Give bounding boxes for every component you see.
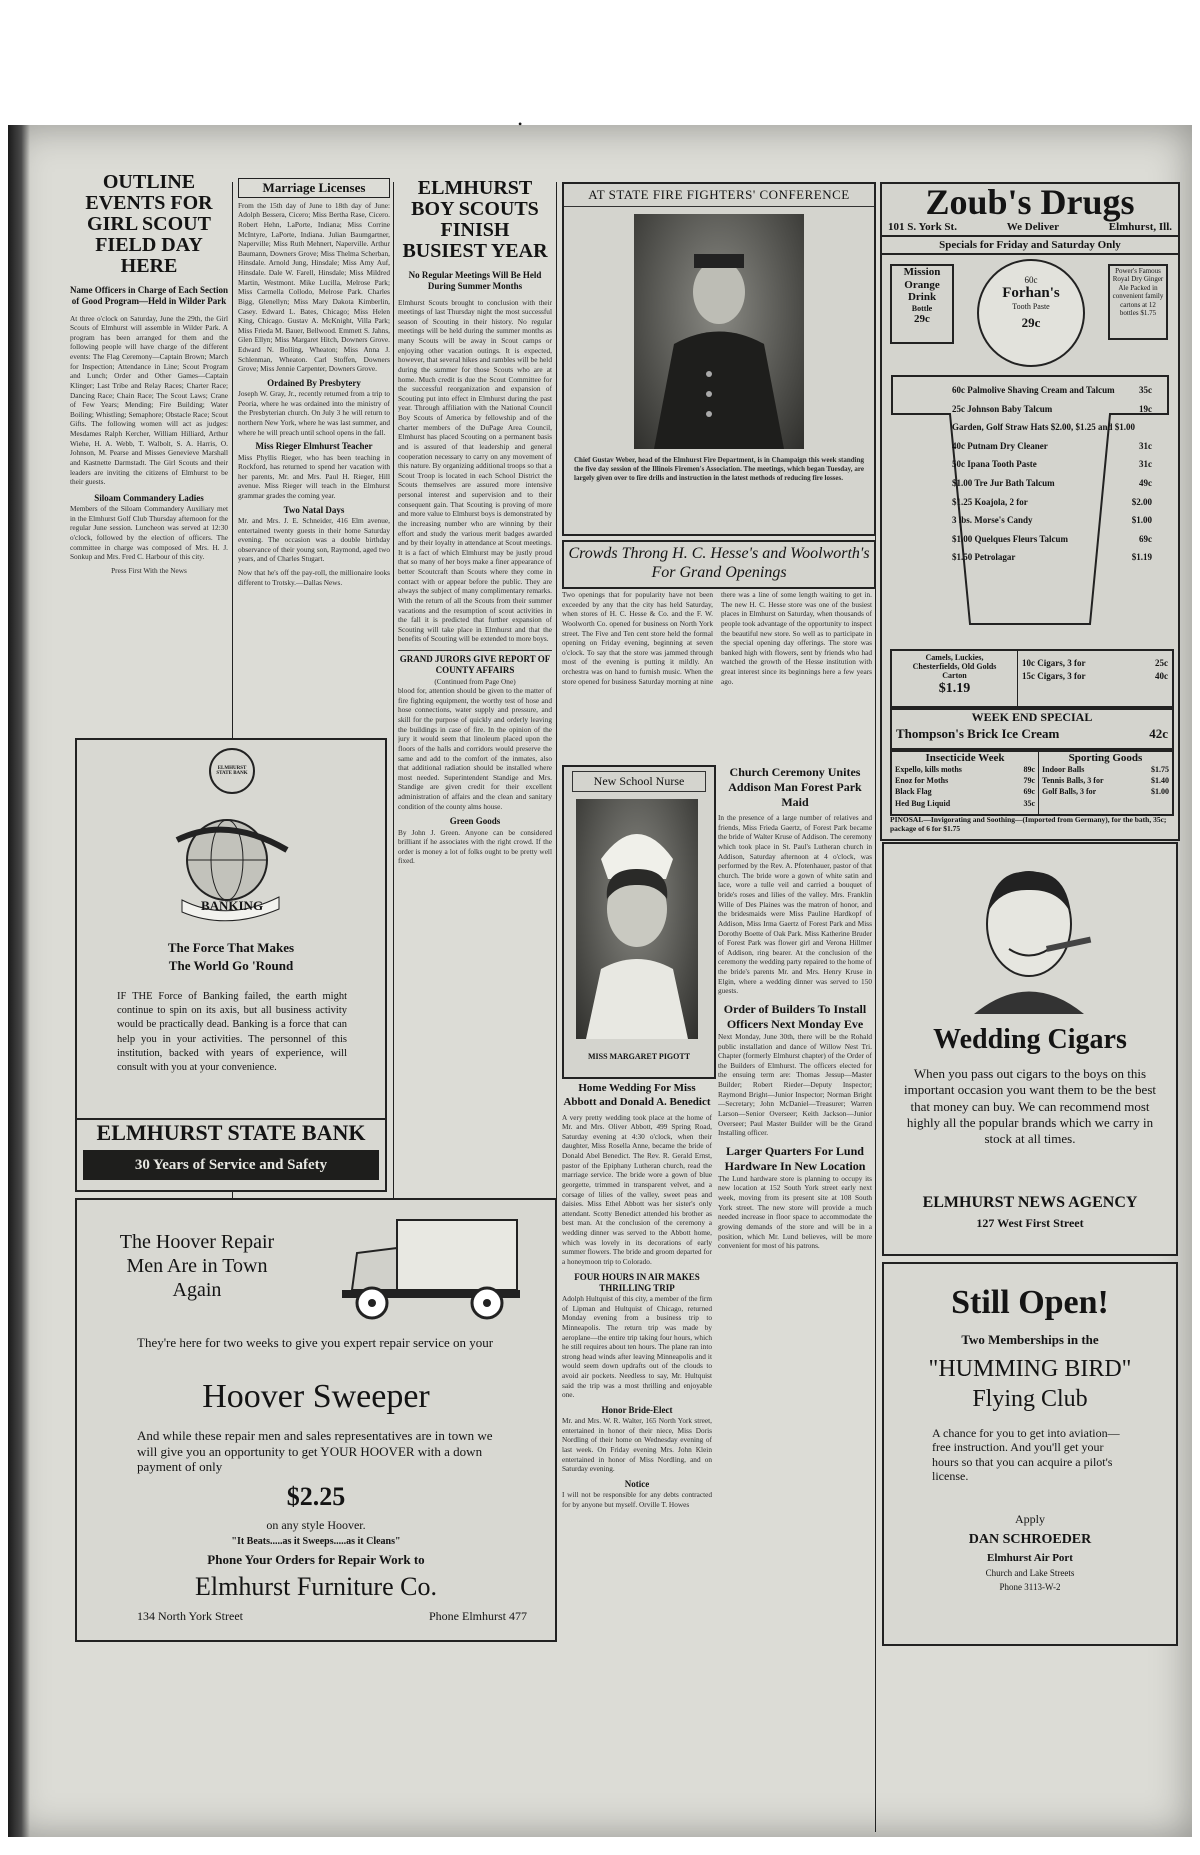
product-price: 79c bbox=[1023, 776, 1035, 786]
weekend-special-box bbox=[890, 708, 1174, 750]
nurse-photo bbox=[576, 799, 698, 1039]
article-body: Miss Phyllis Rieger, who has been teaching in Rockford, has returned to spend her vacation with her parents, Mr. and Mrs. Paul H. Rieger, Hill avenue. Miss Rieger will teach in the Elmhurst grammar grades the coming year. bbox=[238, 452, 390, 501]
price-row bbox=[1042, 775, 1169, 786]
article-body: In the presence of a large number of relatives and friends, Miss Frieda Gaertz, of Forest Park became the bride of Walter Kruse of Addison. The ceremony which took place in St. Paul's Lutheran church in Addison, Saturday afternoon at 4 o'clock, was performed by the Rev. A. Pfotenhauer, pastor of that church. The bride wore a gown of white satin and lace, wore a tulle veil and carried a bouquet of bride's roses and lilies of the valley. Mrs. Franklin Wille of Des Plaines was the matron of honor, and the bridesmaids were Miss Pauline Hardkopf of Addison, Miss Irma Gaertz of Forest Park and Miss Dorothy Boette of Oak Park. Miss Katherine Bruder of Forest Park was flower girl and Verona Hillmer of Addison, ring bearer. At the conclusion of the ceremony the wedding party repaired to the home of the bride's parents Mr. and Mrs. Henry Kruse in Elgin, where a wedding dinner was served to 150 guests. bbox=[718, 813, 872, 996]
fire-chief-photo bbox=[634, 214, 804, 449]
article-headline: FOUR HOURS IN AIR MAKES THRILLING TRIP bbox=[574, 1271, 700, 1293]
article-headline: OUTLINE EVENTS FOR GIRL SCOUT FIELD DAY HERE bbox=[85, 172, 213, 277]
price-row bbox=[952, 514, 1152, 527]
product-name: $1.00 Tre Jur Bath Talcum bbox=[952, 477, 1055, 488]
product-name: 10c Cigars, 3 for bbox=[1022, 658, 1086, 668]
product-unit: Bottle bbox=[911, 303, 933, 313]
product-price: 40c bbox=[1155, 670, 1168, 681]
ad-place: Elmhurst Air Port bbox=[987, 1552, 1073, 1564]
article-body: I will not be responsible for any debts contracted for by anyone but myself. Orville T. Howes bbox=[562, 1490, 712, 1509]
price-row bbox=[952, 403, 1152, 416]
product-name: 60c Palmolive Shaving Cream and Talcum bbox=[952, 385, 1115, 395]
photo-caption: MISS MARGARET PIGOTT bbox=[587, 1052, 691, 1061]
price-row bbox=[952, 533, 1152, 546]
ad-address: 127 West First Street bbox=[976, 1216, 1084, 1230]
product-price: 69c bbox=[1023, 787, 1035, 797]
product-name: 3 lbs. Morse's Candy bbox=[952, 515, 1033, 526]
article-body: By John J. Green. Anyone can be considered brilliant if he associates with the right crowd. If the order is money a lot of folks ought to be pretty well fixed. bbox=[398, 827, 552, 866]
product-price: 42c bbox=[1149, 726, 1168, 741]
product-price: 29c bbox=[914, 313, 930, 326]
bank-seal-icon bbox=[209, 748, 255, 794]
product-name: 15c Cigars, 3 for bbox=[1022, 670, 1086, 681]
portrait-icon bbox=[576, 799, 698, 1039]
ad-title: Zoub's Drugs bbox=[925, 182, 1135, 222]
product-price: $1.40 bbox=[1151, 776, 1169, 786]
article-subhead: No Regular Meetings Will Be Held During Summer Months bbox=[408, 270, 542, 292]
price-row bbox=[952, 421, 1152, 434]
ad-address: 101 S. York St. bbox=[888, 221, 957, 233]
product-name: Orange bbox=[904, 278, 940, 291]
article-body: Adolph Hultquist of this city, a member of the firm of Lipman and Hultquist of Chicago, returned Monday evening from a business trip to Minneapolis. The return trip was made by aeroplane—the entire trip taking four hours, which he still requires about ten hours. The plane ran into strong head winds after leaving Minneapolis and it would seem down updrafts out of the clouds to avoid air pockets. Needless to say, Mr. Hultquist said the trip was a most thrilling and enjoyable one. bbox=[562, 1294, 712, 1400]
ad-address: Church and Lake Streets bbox=[985, 1568, 1075, 1578]
article-body: At three o'clock on Saturday, June the 29th, the Girl Scouts of Elmhurst will assemble in Wilder Park. A program has been arranged for them and the following people will have charge of the different events: The Flag Ceremony—Captain Brown; March for Inspection; Attendance in Line; Scout Program and Lunch; Order and Other Games—Captain Klinger; Last Tribe and Relay Races; Charter Race; Dancing Race; Chain Race; The Scout Laws; Crane of Few Years; Mending; Fire Building; Water Boiling; Whistling; Semaphore; Obstacle Race; Scout Gifts. The following women will act as judges: Mesdames Ralph Kercher, William Hilliard, Arthur Wiehe, H. A. Webb, T. Walbolt, S. A. Harris, O. Johnson, M. Pearse and Misses Genevieve Marshall and Kastnette Darmstadt. The Girl Scouts and their leaders are inviting the citizens of Elmhurst to be their guests. bbox=[70, 313, 228, 487]
ad-headline: Men Are in Town bbox=[126, 1255, 268, 1277]
ginger-ale-box: Power's Famous Royal Dry Ginger Ale Packed in convenient family cartons at 12 bottles $1.75 bbox=[1108, 264, 1168, 340]
mission-orange-box bbox=[890, 264, 954, 344]
product-price: $1.19 bbox=[938, 680, 971, 696]
ad-phone: Phone Elmhurst 477 bbox=[429, 1609, 527, 1623]
ad-club-name: "HUMMING BIRD" bbox=[928, 1356, 1132, 1382]
product-price: 29c bbox=[1021, 315, 1041, 330]
product-price: 25c bbox=[1155, 658, 1168, 668]
product-price: $1.75 bbox=[1151, 765, 1169, 774]
article-body: A very pretty wedding took place at the home of Mr. and Mrs. Oliver Abbott, 499 Spring Road, Saturday evening at 4:30 o'clock, when their daughter, Miss Rosella Anne, became the bride of Donald Abel Benedict. The Rev. R. Gerald Ernst, pastor of the Epiphany Lutheran church, read the marriage service. The bride wore a gown of blue georgette, trimmed in transparent velvet, and a corsage of lilies of the valley, sweet peas and daisies. Miss Ethel Abbott was her sister's only attendant. Scotty Benedict attended his brother as best man. At the conclusion of the ceremony a wedding dinner was served to the Abbott home, which was lovely in its decorations of early summer flowers. The bride and groom departed for a honeymoon trip to Colorado. bbox=[562, 1112, 712, 1266]
product-price: 69c bbox=[1139, 533, 1152, 544]
article-body: Members of the Siloam Commandery Auxiliary met in the Elmhurst Golf Club Thursday afternoon for the regular June session. Luncheon was served at 12:30 o'clock, followed by the election of officers. The committee in charge was composed of Mrs. H. J. Sonkup and Mrs. Fred C. Harbour of this city. bbox=[70, 504, 228, 562]
product-unit: Carton bbox=[942, 671, 967, 681]
forhans-circle bbox=[977, 259, 1085, 367]
nurse-box bbox=[562, 765, 716, 1079]
hoover-ad bbox=[75, 1198, 557, 1642]
ad-company: ELMHURST NEWS AGENCY bbox=[922, 1194, 1138, 1211]
article-headline: Ordained By Presbytery bbox=[267, 377, 361, 388]
price-row bbox=[1022, 657, 1168, 670]
price-row bbox=[1042, 786, 1169, 797]
article-body: Mr. and Mrs. W. R. Walter, 165 North York street, entertained in honor of their niece, Miss Doris Nordling of their home on Wednesday evening of last week. On Friday evening Mrs. John Klein entertained in honor of Miss Nordling, and on Saturday evening. bbox=[562, 1416, 712, 1474]
ad-headline: The Hoover Repair bbox=[119, 1231, 275, 1253]
price-row bbox=[952, 551, 1152, 564]
bank-name: ELMHURST STATE BANK bbox=[77, 1118, 385, 1146]
ad-headline: Wedding Cigars bbox=[933, 1024, 1127, 1055]
insecticide-sporting-box bbox=[890, 750, 1174, 816]
product-name: Chesterfields, Old Golds bbox=[912, 662, 997, 672]
seal-text: ELMHURST STATE BANK bbox=[216, 766, 248, 776]
product-price: 19c bbox=[1139, 403, 1152, 414]
article-headline: Siloam Commandery Ladies bbox=[94, 492, 204, 503]
article-headline: ELMHURST BOY SCOUTS FINISH BUSIEST YEAR bbox=[402, 178, 548, 262]
ad-specials-banner: Specials for Friday and Saturday Only bbox=[882, 237, 1178, 255]
ad-price-note: on any style Hoover. bbox=[266, 1518, 366, 1532]
ad-apply: Apply bbox=[1015, 1512, 1045, 1526]
price-list bbox=[952, 384, 1152, 570]
ad-city: Elmhurst, Ill. bbox=[1108, 221, 1172, 233]
product-name: Camels, Luckies, bbox=[925, 653, 984, 662]
ad-phone: Phone 3113-W-2 bbox=[999, 1582, 1061, 1592]
article-headline: Green Goods bbox=[449, 816, 501, 827]
product-name: $1.50 Petrolagar bbox=[952, 552, 1016, 563]
wedding-article bbox=[562, 1082, 712, 1642]
product-name: Indoor Balls bbox=[1042, 765, 1085, 774]
product-name: Enoz for Moths bbox=[895, 776, 949, 786]
product-name: $1.25 Koajola, 2 for bbox=[952, 496, 1028, 507]
ad-price: $2.25 bbox=[286, 1482, 346, 1511]
article-body: Two openings that for popularity have not been exceeded by any that the city has held Saturday, when stores of H. C. Hesse & Co. and the F. W. Woolworth Co. opened for business on North York street. The Five and Ten cent store held the formal opening on Friday evening, beginning at seven o'clock. To say that the store was jammed through most of the evening is putting it mildly. An orchestra was on hand to furnish music. When the store opened for business Saturday morning at nine there was a line of some length waiting to get in. The new H. C. Hesse store was one of the busiest places in Elmhurst on Saturday, when thousands of people took advantage of the opportunity to inspect the beautiful new store. So well as to participate in the special opening day offerings. The store was banked high with flowers, sent by friends who had watched the growth of the Hesse institution with great interest since its beginnings here a few years ago. bbox=[562, 590, 872, 686]
product-name: Drink bbox=[907, 291, 937, 304]
product-name: Mission bbox=[903, 266, 941, 278]
price-row bbox=[895, 798, 1035, 809]
ad-body: A chance for you to get into aviation—free instruction. And you'll get your hours so that you can acquire a pilot's license. bbox=[932, 1426, 1120, 1484]
boy-scouts-article bbox=[398, 178, 552, 1358]
box-heading: Sporting Goods bbox=[1068, 752, 1143, 764]
crowds-article bbox=[562, 590, 872, 760]
photo-caption: Chief Gustav Weber, head of the Elmhurst Fire Department, is in Champaign this week standing the five day session of the Illinois Firemen's Association. The meetings, which began Tuesday, are largely given over to fire drills and instruction in the latest methods of reducing fire losses. bbox=[574, 456, 864, 483]
price-row bbox=[952, 496, 1152, 509]
ad-body: And while these repair men and sales representatives are in town we will give you an opportunity to get YOUR HOOVER with a down payment of only bbox=[137, 1428, 493, 1475]
product-price: 35c bbox=[1023, 798, 1035, 808]
pinosal-line: PINOSAL—Invigorating and Soothing—(Imported from Germany), for the bath, 35c; package of 6 for $1.75 bbox=[890, 815, 1167, 833]
ad-club-name: Flying Club bbox=[972, 1386, 1088, 1412]
product-name: Hed Bug Liquid bbox=[895, 798, 951, 808]
page-marker: • bbox=[518, 117, 523, 131]
article-body: From the 15th day of June to 18th day of June: Adolph Bessera, Cicero; Miss Bertha Rase, Cicero. Robert Hehn, LaPorte, Indiana; Miss Corrine McIntyre, LaPorte, Indiana. Julian Baumgartner, Naperville; Miss Ruth Mehnert, Naperville. Arthur Baumann, Downers Grove; Miss Thelma Scherban, Hinsdale. Arnold Jung, Hinsdale; Miss Amy Auf, Hinsdale. Dale W. Farell, Hinsdale; Miss Mildred Martin, Westmont. Mike Lucilla, Melrose Park; Miss Carmella Collodo, Melrose Park. Charles Bigg, Glenellyn; Miss Mary Dakota Kimberlin, Casey. Edward L. Bates, Chicago; Miss Helen King, Chicago. Gustav A. McKnight, Villa Park; Miss Frieda M. Bauer, Bellwood. Emmett S. Jahns, Glen Ellyn; Miss Margaret Hitch, Downers Grove. Edward N. Bolling, Wheaton; Miss Anna J. Schlenman, Wheaton. Carl Stoffen, Downers Grove; Miss Jennie Carpenter, Downers Grove. bbox=[238, 200, 390, 374]
zoubs-drugs-ad bbox=[880, 182, 1180, 841]
delivery-truck-icon bbox=[337, 1208, 527, 1328]
continued-note: (Continued from Page One) bbox=[434, 676, 516, 686]
bank-tagline: The Force That Makes bbox=[167, 940, 295, 955]
article-headline: Home Wedding For Miss Abbott and Donald A. Benedict bbox=[563, 1082, 711, 1108]
bank-years-banner: 30 Years of Service and Safety bbox=[83, 1150, 379, 1180]
product-price: $1.00 bbox=[1151, 787, 1169, 797]
cigarettes-box bbox=[890, 649, 1174, 708]
product-price: $1.00 bbox=[1131, 515, 1152, 526]
girl-scout-article bbox=[70, 172, 228, 727]
fire-conference-box bbox=[562, 182, 876, 536]
marriage-licenses-column bbox=[238, 178, 390, 733]
product-name: Expello, kills moths bbox=[895, 765, 962, 774]
box-heading: Insecticide Week bbox=[925, 752, 1005, 764]
ad-address: 134 North York Street bbox=[137, 1609, 244, 1623]
product-name: $1.00 Quelques Fleurs Talcum bbox=[952, 533, 1069, 544]
product-price: 49c bbox=[1139, 477, 1152, 488]
article-subhead: Name Officers in Charge of Each Section of Good Program—Held in Wilder Park bbox=[70, 285, 228, 307]
product-name: Thompson's Brick Ice Cream bbox=[896, 726, 1060, 741]
column-rule bbox=[556, 182, 557, 1362]
banking-banner: BANKING bbox=[200, 898, 264, 913]
price-row bbox=[1022, 670, 1168, 683]
ad-body: When you pass out cigars to the boys on this important occasion you want them to be the best that money can buy. We can recommend most highly all the popular brands which we carry in stock at all times. bbox=[904, 1066, 1156, 1146]
product-name: 50c Ipana Tooth Paste bbox=[952, 459, 1037, 470]
article-body: Mr. and Mrs. J. E. Schneider, 416 Elm avenue, entertained twenty guests in their home Saturday evening. The occasion was a double birthday observance of their young son, Raymond, aged two years, and of Charles Stugart. bbox=[238, 515, 390, 564]
box-heading: WEEK END SPECIAL bbox=[971, 710, 1093, 724]
price-row bbox=[895, 786, 1035, 797]
ad-company: Elmhurst Furniture Co. bbox=[195, 1572, 437, 1601]
article-headline: Order of Builders To Install Officers Next Monday Eve bbox=[723, 1001, 867, 1031]
box-banner: New School Nurse bbox=[572, 771, 706, 792]
article-body: Joseph W. Gray, Jr., recently returned from a trip to Peoria, where he was ordained into the ministry of the Presbyterian church. On July 3 he will return to northern New York, where he was last summer, and where he will preach until school opens in the fall. bbox=[238, 389, 390, 437]
price-row bbox=[895, 775, 1035, 786]
product-price: $2.00 bbox=[1131, 496, 1152, 507]
article-headline: Marriage Licenses bbox=[238, 178, 390, 198]
price-row bbox=[952, 440, 1152, 453]
article-headline: Church Ceremony Unites Addison Man Forest Park Maid bbox=[728, 765, 862, 809]
smoking-man-icon bbox=[954, 854, 1104, 1014]
ad-headline: Again bbox=[172, 1279, 222, 1301]
article-body: The Lund hardware store is planning to occupy its new location at 152 South York street early next week, moving from its present site at 108 South York street. The new store will provide a much needed increase in floor space to accommodate the growing demands of the store and will be in a position, which Mr. Lund believes, will be more convenient for most of his patrons. bbox=[718, 1173, 872, 1251]
bank-ad bbox=[75, 738, 387, 1192]
product-name: Garden, Golf Straw Hats $2.00, $1.25 and $1.00 bbox=[952, 422, 1136, 433]
article-headline: Notice bbox=[624, 1478, 650, 1489]
article-body: Now that he's off the pay-roll, the millionaire looks different to Trotsky.—Dallas News. bbox=[238, 568, 390, 587]
product-price: 31c bbox=[1139, 459, 1152, 470]
church-column bbox=[718, 765, 872, 1645]
price-row bbox=[952, 458, 1152, 471]
product-name: Forhan's bbox=[1002, 285, 1060, 301]
column-rule bbox=[393, 182, 394, 1362]
product-regular-price: 60c bbox=[1024, 275, 1038, 285]
article-body: blood for, attention should be given to the matter of fire fighting equipment, the worthy test of hose and hose connections, water supply and pressure, and skill for the purpose of quickly and orderly leaving the buildings in case of fire. In the opinion of the jury it would seem that linoleum placed upon the floors of the halls and corridors would preserve the same and add to the comfort of the inmates, also that additional radiation should be installed where most needed. Superintendent Standige and Mrs. Standige are given credit for their excellent administration of affairs and the clean and sanitary condition of the county alms house. bbox=[398, 686, 552, 811]
price-row bbox=[895, 764, 1035, 775]
price-row bbox=[1042, 764, 1169, 775]
ad-delivery: We Deliver bbox=[1006, 221, 1059, 233]
article-body: Next Monday, June 30th, there will be the Rohald public installation and dance of Willow Nest Tri. Chapter (formerly Elmhurst chapter) of the Order of the Builders of Elmhurst. The officers elected for the ensuing term are: Thomas Jessup—Master Builder; Robert Rieder—Deputy Inspector; Raymond Bright—Junior Inspector; Norman Bright—Secretary; John McDaniel—Treasurer; Warren Larson—Senior Overseer; Keith Jackson—Junior Overseer; Paul Master Builder will be the Grand Installing officer. bbox=[718, 1031, 872, 1138]
ad-phone-line: Phone Your Orders for Repair Work to bbox=[207, 1552, 425, 1567]
product-name: Tennis Balls, 3 for bbox=[1042, 776, 1104, 786]
product-name: 40c Putnam Dry Cleaner bbox=[952, 440, 1048, 451]
wedding-cigars-ad bbox=[882, 842, 1178, 1256]
credit-line: Press First With the News bbox=[111, 565, 187, 575]
product-price: 89c bbox=[1023, 765, 1035, 774]
ad-headline: Still Open! bbox=[951, 1284, 1109, 1321]
product-price: $1.19 bbox=[1131, 552, 1152, 563]
ad-subhead: Two Memberships in the bbox=[961, 1332, 1099, 1347]
price-row bbox=[952, 384, 1152, 397]
product-type: Tooth Paste bbox=[1012, 302, 1050, 311]
ad-person: DAN SCHROEDER bbox=[968, 1532, 1092, 1547]
product-name: Golf Balls, 3 for bbox=[1042, 787, 1097, 797]
article-headline: GRAND JURORS GIVE REPORT OF COUNTY AFFAIRS bbox=[398, 650, 552, 677]
flying-club-ad bbox=[882, 1262, 1178, 1646]
article-headline: Two Natal Days bbox=[283, 504, 345, 515]
ad-product: Hoover Sweeper bbox=[202, 1378, 430, 1415]
product-name: Black Flag bbox=[895, 787, 932, 797]
crowds-headline-box bbox=[562, 540, 876, 589]
ad-slogan: "It Beats.....as it Sweeps.....as it Cleans" bbox=[231, 1536, 401, 1547]
box-banner: AT STATE FIRE FIGHTERS' CONFERENCE bbox=[564, 184, 874, 207]
article-body: Elmhurst Scouts brought to conclusion with their meetings of last Thursday night the most successful season of Scouting in their history. No regular meetings will be held during the summer months as many Scouts will be away in Scout camps or enjoying other vacation outings. It is expected, however, that several hikes and rambles will be held during the summer for those Scouts who are at home. Much credit is due the Scout Committee for the successful reorganization and expansion of Scouting put into effect in Elmhurst during the past year. Through affiliation with the National Council Boy Scouts of America by fellowship and of the charter members of the DuPage Area Council, Elmhurst has placed Scouting on a permanent basis and is assured of that leadership and general cooperation necessary to carry on any movement of this nature. By organizing additional troops so that a Scout Troop is located in each School District the Scouts themselves are assured more intensive personal interest and supervision and to their consequent gain. That Scouting is proving of more and more value to Elmhurst boys is demonstrated by the increasing number who are winning by their effort and study the various merit badges awarded and by their loyalty in attendance at Scout meetings. It is a fact of which Elmhurst may be justly proud that so many of her boys make a finer appearance of better Scoutcraft than Scouts where they come in contact with or appear before the public. They are always the subject of many complimentary remarks. With the return of all the Scouts from their summer vacations and the resumption of scout activities in the fall it is predicted that further expansion of Scouting will take place in Elmhurst and that the benefits of Scouting will be extended to more boys. bbox=[398, 297, 552, 644]
article-headline: Crowds Throng H. C. Hesse's and Woolworth's For Grand Openings bbox=[568, 545, 870, 582]
product-price: 35c bbox=[1139, 385, 1152, 395]
article-headline: Larger Quarters For Lund Hardware In New Location bbox=[724, 1143, 866, 1173]
ad-body: They're here for two weeks to give you expert repair service on your bbox=[137, 1335, 494, 1350]
article-headline: Miss Rieger Elmhurst Teacher bbox=[255, 441, 373, 452]
bank-tagline: The World Go 'Round bbox=[168, 958, 294, 973]
bank-body: IF THE Force of Banking failed, the earth might continue to spin on its axis, but all business activity would be practically dead. Banking is a force that can help you in your activities. The personnel of this institution, backed with years of experience, will consult with you at your convenience. bbox=[117, 991, 347, 1073]
article-headline: Honor Bride-Elect bbox=[601, 1404, 673, 1415]
product-name: 25c Johnson Baby Talcum bbox=[952, 403, 1053, 414]
price-row bbox=[952, 477, 1152, 490]
portrait-icon bbox=[634, 214, 804, 449]
product-price: 31c bbox=[1139, 440, 1152, 451]
